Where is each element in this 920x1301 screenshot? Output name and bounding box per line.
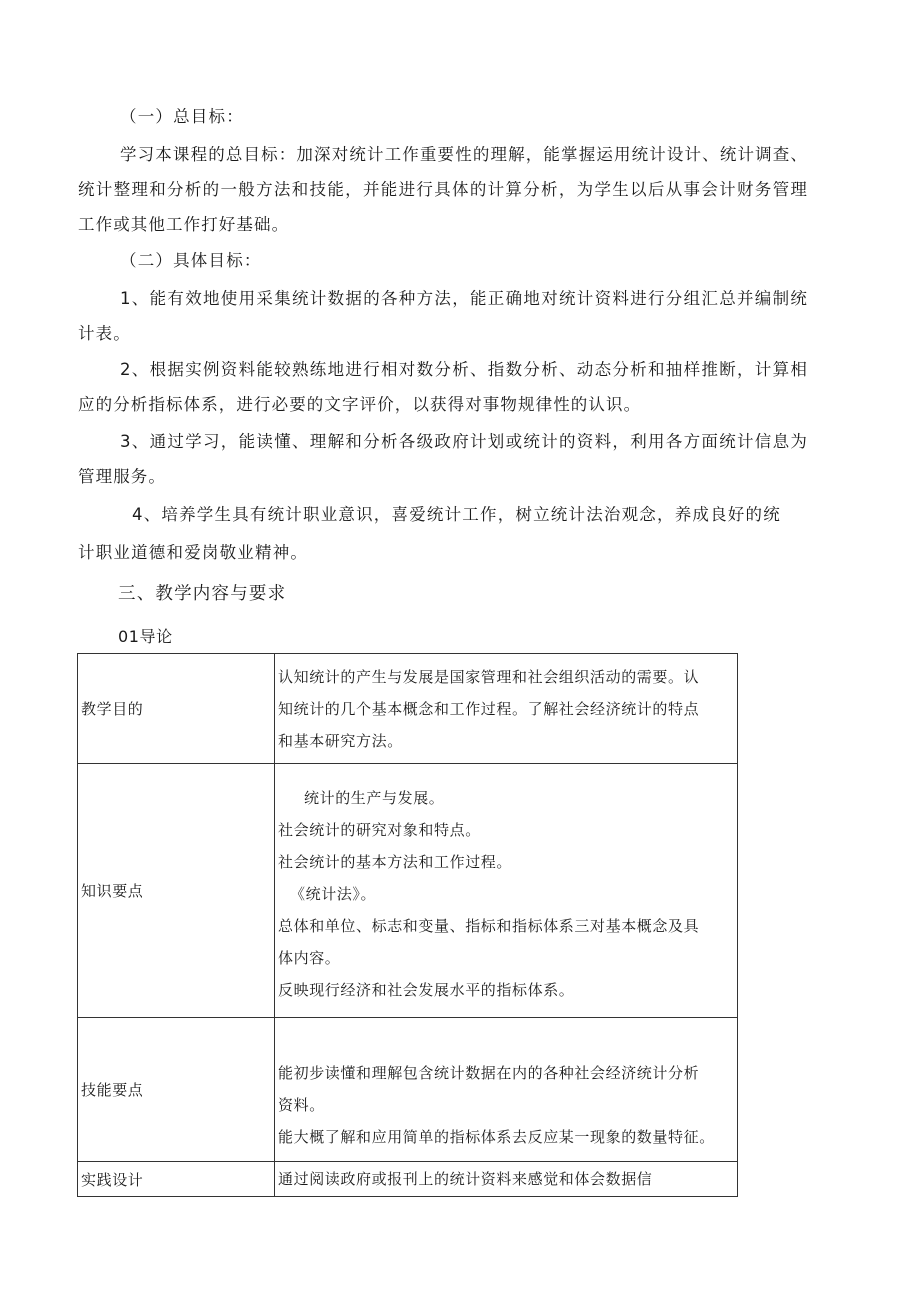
overall-goal-text: 学习本课程的总目标：加深对统计工作重要性的理解，能掌握运用统计设计、统计调查、统计整理和分析的一般方法和技能，并能进行具体的计算分析，为学生以后从事会计财务管理工作或其他工作打好基础。 (78, 145, 808, 234)
content-line: 通过阅读政府或报刊上的统计资料来感觉和体会数据信 (278, 1170, 653, 1188)
teaching-content-table (77, 653, 738, 1197)
content-line: 能大概了解和应用简单的指标体系去反应某一现象的数量特征。 (278, 1127, 715, 1146)
content-line: 《统计法》。 (290, 884, 377, 903)
specific-goal-1: 1、能有效地使用采集统计数据的各种方法，能正确地对统计资料进行分组汇总并编制统计表。 (78, 289, 808, 343)
chapter-title: 01导论 (118, 627, 173, 646)
table-row (78, 1018, 738, 1162)
content-line: 总体和单位、标志和变量、指标和指标体系三对基本概念及具 (278, 916, 700, 935)
row-label: 知识要点 (78, 764, 275, 1018)
specific-goal-3: 3、通过学习，能读懂、理解和分析各级政府计划或统计的资料，利用各方面统计信息为管理服务。 (78, 432, 808, 486)
content-line: 反映现行经济和社会发展水平的指标体系。 (278, 980, 575, 999)
content-line: 和基本研究方法。 (278, 731, 403, 750)
row-content (275, 654, 738, 764)
table-row (78, 654, 738, 764)
section-3-heading: 三、教学内容与要求 (118, 584, 287, 604)
table-row (78, 764, 738, 1018)
content-line: 认知统计的产生与发展是国家管理和社会组织活动的需要。认 (278, 667, 700, 686)
content-line: 体内容。 (278, 948, 341, 967)
row-content (275, 764, 738, 1018)
row-label: 技能要点 (78, 1018, 275, 1162)
overall-goal-heading: （一）总目标： (120, 107, 244, 126)
content-line: 社会统计的基本方法和工作过程。 (278, 852, 513, 871)
specific-goal-2: 2、根据实例资料能较熟练地进行相对数分析、指数分析、动态分析和抽样推断，计算相应的分析指标体系，进行必要的文字评价，以获得对事物规律性的认识。 (78, 360, 808, 414)
specific-goal-heading: （二）具体目标： (120, 251, 262, 270)
row-label: 实践设计 (78, 1162, 275, 1197)
specific-goal-4-line1: 4、培养学生具有统计职业意识，喜爱统计工作，树立统计法治观念，养成良好的统 (132, 505, 781, 524)
content-line: 能初步读懂和理解包含统计数据在内的各种社会经济统计分析 (278, 1063, 700, 1082)
content-line: 资料。 (278, 1095, 325, 1114)
table-row (78, 1162, 738, 1197)
row-label: 教学目的 (78, 654, 275, 764)
row-content (275, 1162, 738, 1197)
content-line: 社会统计的研究对象和特点。 (278, 820, 481, 839)
content-line: 知统计的几个基本概念和工作过程。了解社会经济统计的特点 (278, 699, 700, 718)
specific-goal-4-line2: 计职业道德和爱岗敬业精神。 (78, 543, 309, 562)
row-content (275, 1018, 738, 1162)
content-line: 统计的生产与发展。 (304, 788, 445, 807)
